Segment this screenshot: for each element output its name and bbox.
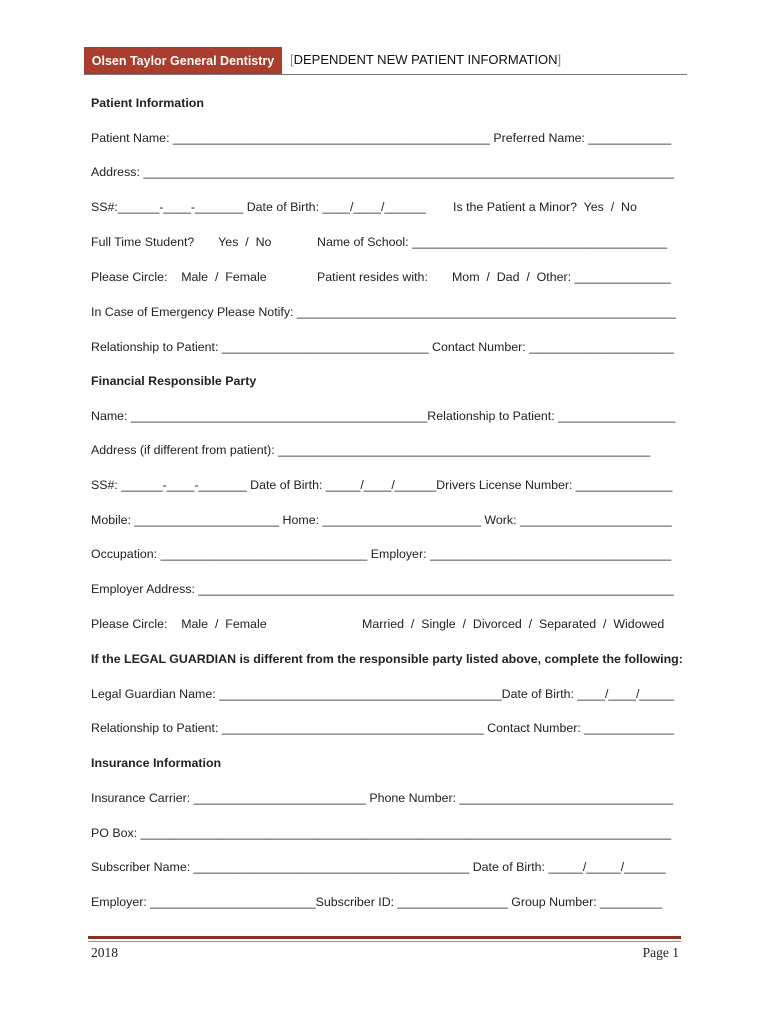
form-title-text: DEPENDENT NEW PATIENT INFORMATION xyxy=(293,52,558,67)
resp-address-line[interactable]: Address (if different from patient): ______________________________________________________ xyxy=(91,443,651,457)
ssn-dob-line-right[interactable]: Is the Patient a Minor? Yes / No xyxy=(453,200,637,214)
footer-divider xyxy=(88,936,681,939)
subscriber-employer-line[interactable]: Employer: ________________________Subscriber ID: ________________ Group Number: _________ xyxy=(91,895,663,909)
practice-name: Olsen Taylor General Dentistry xyxy=(91,54,275,68)
patient-name-line[interactable]: Patient Name: ______________________________________________ Preferred Name: ____________ xyxy=(91,131,672,145)
gender-resides-line[interactable]: Please Circle: Male / Female xyxy=(91,270,267,284)
address-line[interactable]: Address: _____________________________________________________________________________ xyxy=(91,165,674,179)
guardian-name-line[interactable]: Legal Guardian Name: _________________________________________Date of Birth: ____/____/_____ xyxy=(91,687,674,701)
student-line-right[interactable]: Name of School: _____________________________________ xyxy=(317,235,668,249)
bracket-open: [ xyxy=(290,52,294,67)
footer-divider-thin xyxy=(88,941,681,942)
practice-name-box xyxy=(84,47,282,75)
legal-guardian-heading: If the LEGAL GUARDIAN is different from the responsible party listed above, complete the following: xyxy=(91,652,683,666)
resp-gender-line-right[interactable]: Married / Single / Divorced / Separated / Widowed xyxy=(362,617,665,631)
header-divider xyxy=(84,74,687,75)
occupation-line[interactable]: Occupation: ______________________________ Employer: ___________________________________ xyxy=(91,547,672,561)
resp-ssn-line[interactable]: SS#: ______-____-_______ Date of Birth: _____/____/______Drivers License Number: ______________ xyxy=(91,478,673,492)
insurance-carrier-line[interactable]: Insurance Carrier: _________________________ Phone Number: _______________________________ xyxy=(91,791,674,805)
phones-line[interactable]: Mobile: _____________________ Home: _______________________ Work: ______________________ xyxy=(91,513,672,527)
subscriber-name-line[interactable]: Subscriber Name: ________________________________________ Date of Birth: _____/_____/______ xyxy=(91,860,666,874)
emergency-line[interactable]: In Case of Emergency Please Notify: _______________________________________________________ xyxy=(91,305,676,319)
employer-address-line[interactable]: Employer Address: _____________________________________________________________________ xyxy=(91,582,674,596)
footer-year: 2018 xyxy=(91,945,118,960)
bracket-close: ] xyxy=(557,52,562,67)
guardian-relationship-line[interactable]: Relationship to Patient: ______________________________________ Contact Number: _____________ xyxy=(91,721,674,735)
financial-heading: Financial Responsible Party xyxy=(91,374,257,388)
patient-information-heading: Patient Information xyxy=(91,96,204,110)
resp-name-line[interactable]: Name: ___________________________________________Relationship to Patient: _________________ xyxy=(91,409,676,423)
gender-resides-line-right[interactable]: Patient resides with: Mom / Dad / Other: ______________ xyxy=(317,270,672,284)
footer-page-number: Page 1 xyxy=(642,945,679,960)
student-line[interactable]: Full Time Student? Yes / No xyxy=(91,235,272,249)
ssn-dob-line[interactable]: SS#:______-____-_______ Date of Birth: ____/____/______ xyxy=(91,200,426,214)
form-title xyxy=(290,52,561,67)
po-box-line[interactable]: PO Box: _____________________________________________________________________________ xyxy=(91,826,672,840)
resp-gender-line[interactable]: Please Circle: Male / Female xyxy=(91,617,267,631)
relationship-contact-line[interactable]: Relationship to Patient: ______________________________ Contact Number: _____________________ xyxy=(91,340,674,354)
insurance-heading: Insurance Information xyxy=(91,756,222,770)
